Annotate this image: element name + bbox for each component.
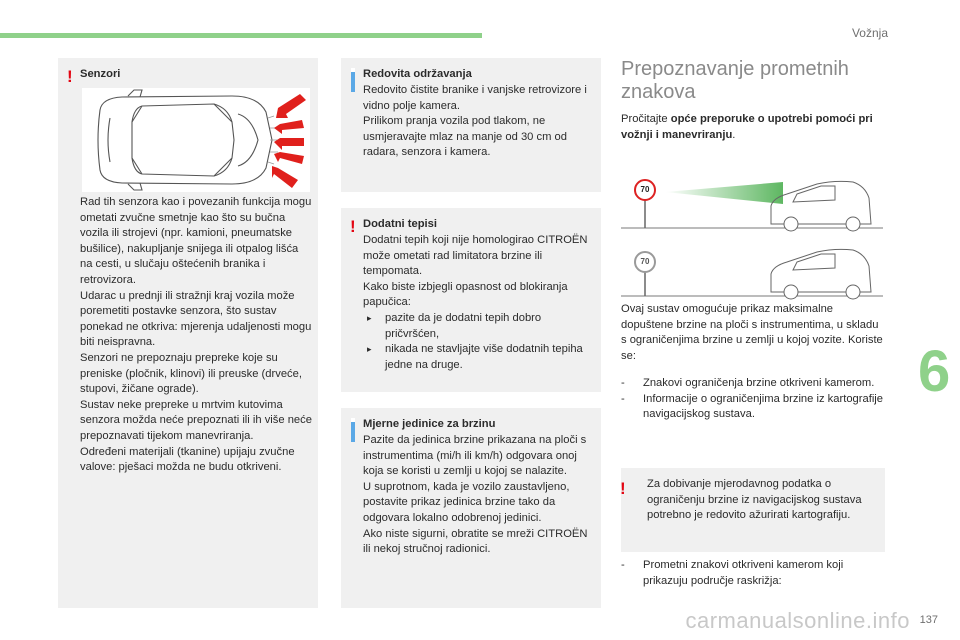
chapter-title: Vožnja [851, 26, 888, 40]
warning-icon: ! [67, 67, 73, 86]
map-update-warning-box [621, 468, 885, 552]
mats-warning-box [341, 208, 601, 392]
list-item: - Znakovi ograničenja brzine otkriveni kamerom. [621, 376, 887, 392]
map-update-note: Za dobivanje mjerodavnog podatka o ograničenju brzine iz navigacijskog sustava potrebno je redovito ažurirati kartografiju. [647, 478, 862, 522]
parking-sensors-illustration [82, 88, 310, 192]
list-item: - Informacije o ograničenjima brzine iz kartografije navigacijskog sustava. [621, 392, 887, 423]
list-item: ▸ pazite da je dodatni tepih dobro pričvršćen, [363, 311, 595, 342]
sensors-title: Senzori [80, 68, 121, 80]
page-number: 137 [919, 614, 938, 626]
speed-units-info-box [341, 408, 601, 608]
sensors-body: Rad tih senzora kao i povezanih funkcija mogu ometati zvučne smetnje kao što su bučna vozila ili strojevi (npr. kamioni, pneumatske bušilice), nakupljanje snijega ili otpalog lišća na cesti, u slučaju oštećenih branika i retrovizora. Udarac u prednji ili stražnji kraj vozila može poremetiti postavke senzora, što sustav ponekad ne otkriva: mjerenja udaljenosti mogu biti neispravna. Senzori ne prepoznaju prepreke koje su preniske (pločnik, klinovi) ili preuske (drveće, stupovi, žičane ograde). Sustav neke prepreke u mrtvim kutovima senzora možda neće prepoznati ili ih više neće prepoznavati tijekom manevriranja. Određeni materijali (tkanine) upijaju zvučne valove: pješaci možda ne budu otkriveni. [80, 196, 312, 474]
system-description: Ovaj sustav omogućuje prikaz maksimalne dopuštene brzine na ploči s instrumentima, u skladu s ograničenjima brzine u zemlji u kojoj vozite. Koriste se: [621, 303, 883, 362]
list-item: ▸ nikada ne stavljajte više dodatnih tepiha jedne na druge. [363, 342, 595, 373]
speed-sign-value: 70 [640, 185, 650, 194]
warning-icon: ! [350, 217, 356, 236]
sign-camera-illustration [621, 170, 883, 242]
intersection-list [621, 558, 887, 589]
list-item: - Prometni znakovi otkriveni kamerom koji prikazuju područje raskrižja: [621, 558, 887, 589]
units-body: Pazite da jedinica brzine prikazana na ploči s instrumentima (mi/h ili km/h) odgovara onoj koja se koristi u zemlji u kojoj se nalazite. U suprotnom, kada je vozilo zaustavljeno, postavite prikaz jedinica brzine tako da odgovara lokalno odobrenoj jedinici. Ako niste sigurni, obratite se mreži CITROËN ili nekoj stručnoj radionici. [363, 434, 588, 556]
mats-body: Dodatni tepih koji nije homologirao CITROËN može ometati rad limitatora brzine ili tempomata. Kako biste izbjegli opasnost od blokiranja papučica: [363, 234, 588, 309]
info-icon [351, 418, 355, 442]
maintenance-body: Redovito čistite branike i vanjske retrovizore i vidno polje kamera. Prilikom pranja vozila pod tlakom, ne usmjeravajte mlaz na manje od 30 cm od radara, senzora i kamera. [363, 84, 587, 159]
chapter-color-bar [0, 33, 482, 38]
recommendations-link-text: opće preporuke o upotrebi pomoći pri vožnji i manevriranju [621, 113, 873, 141]
mats-title: Dodatni tepisi [363, 218, 437, 230]
navigation-map-illustration [621, 238, 883, 310]
mats-list [363, 311, 595, 373]
maintenance-info-box [341, 58, 601, 192]
units-title: Mjerne jedinice za brzinu [363, 418, 496, 430]
section-title: Prepoznavanje prometnih znakova [621, 58, 849, 103]
section-intro: Pročitajte opće preporuke o upotrebi pomoći pri vožnji i manevriranju. [621, 113, 873, 141]
watermark: carmanualsonline.info [685, 608, 910, 633]
info-icon [351, 68, 355, 92]
maintenance-title: Redovita održavanja [363, 68, 472, 80]
sources-list [621, 376, 887, 423]
chapter-number: 6 [918, 339, 951, 404]
warning-icon: ! [620, 479, 626, 498]
speed-sign-value: 70 [640, 257, 650, 266]
